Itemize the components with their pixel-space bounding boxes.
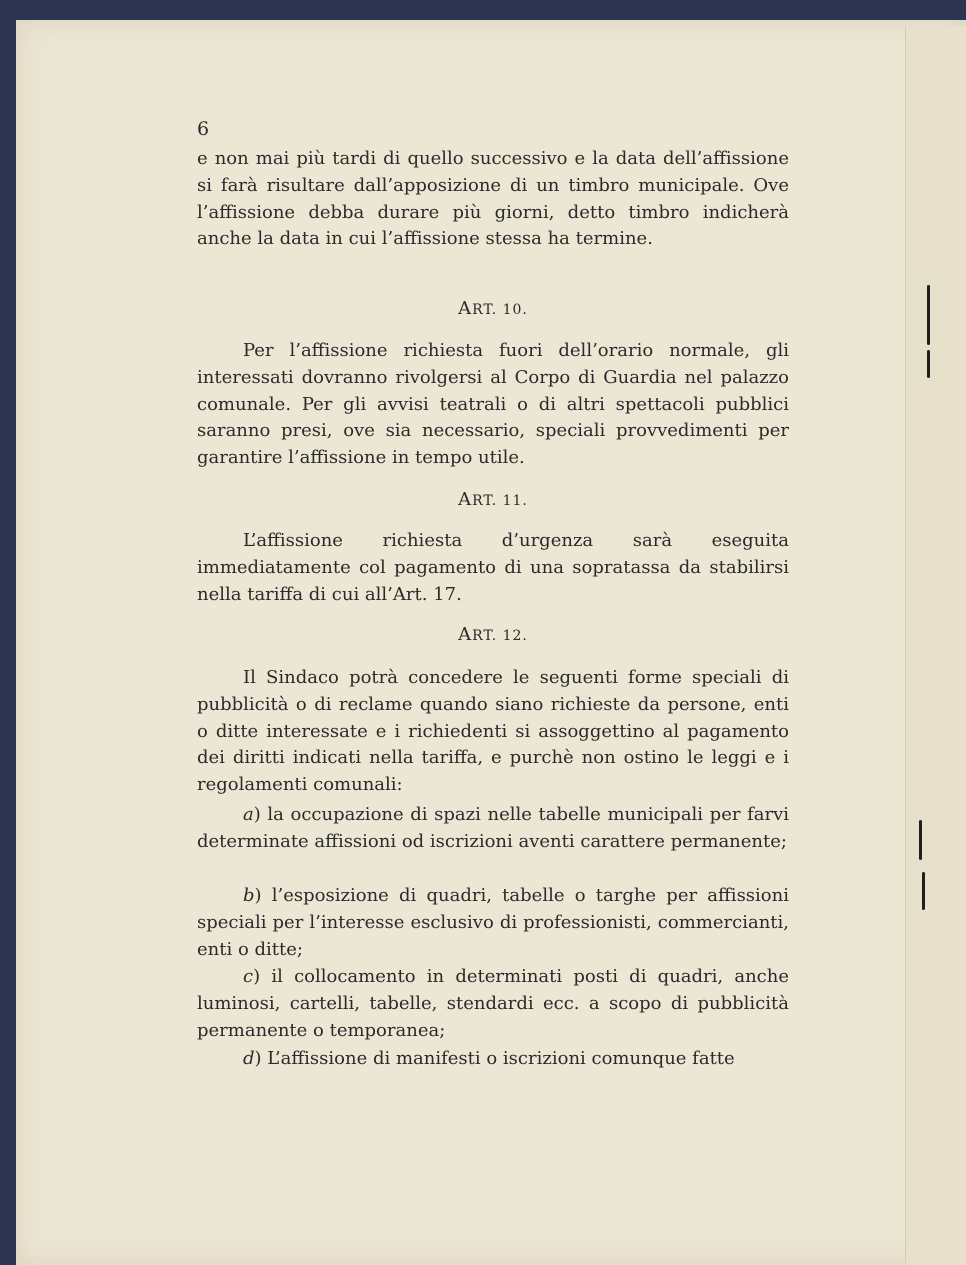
list-item-c: c) il collocamento in determinati posti di quadri, anche luminosi, cartelli, tabelle, stendardi ecc. a scopo di pubblicità permanente o temporanea;: [197, 966, 789, 1041]
binding-stitch: [919, 820, 922, 860]
article-heading-10: ART. 10.: [458, 298, 528, 319]
list-item-d: d) L’affissione di manifesti o iscrizioni comunque fatte: [243, 1048, 735, 1069]
list-item-a: a) la occupazione di spazi nelle tabelle municipali per farvi determinate affissioni od iscrizioni aventi carattere permanente;: [197, 804, 789, 852]
article-heading-11: ART. 11.: [458, 489, 528, 510]
paragraph-article-11: L’affissione richiesta d’urgenza sarà eseguita immediatamente col pagamento di una sopratassa da stabilirsi nella tariffa di cui all’Art. 17.: [197, 530, 789, 605]
paragraph-intro: e non mai più tardi di quello successivo e la data dell’affissione si farà risultare dall’apposizione di un timbro municipale. Ove l’affissione debba durare più giorni, detto timbro indicherà anche la data in cui l’affissione stessa ha termine.: [197, 148, 789, 250]
page-number: 6: [197, 118, 210, 140]
binding-stitch: [927, 285, 930, 345]
next-page-edge: [905, 26, 966, 1265]
binding-stitch: [927, 350, 930, 378]
paragraph-article-12: Il Sindaco potrà concedere le seguenti forme speciali di pubblicità o di reclame quando siano richieste da persone, enti o ditte interessate e i richiedenti si assoggettino al pagamento dei diritti indicati nella tariffa, e purchè non ostino le leggi e i regolamenti comunali:: [197, 667, 789, 796]
list-item-b: b) l’esposizione di quadri, tabelle o targhe per affissioni speciali per l’interesse esclusivo di professionisti, commercianti, enti o ditte;: [197, 885, 789, 960]
paragraph-article-10: Per l’affissione richiesta fuori dell’orario normale, gli interessati dovranno rivolgersi al Corpo di Guardia nel palazzo comunale. Per gli avvisi teatrali o di altri spettacoli pubblici saranno presi, ove sia necessario, speciali provvedimenti per garantire l’affissione in tempo utile.: [197, 340, 789, 469]
article-heading-12: ART. 12.: [458, 624, 528, 645]
binding-stitch: [922, 872, 925, 910]
